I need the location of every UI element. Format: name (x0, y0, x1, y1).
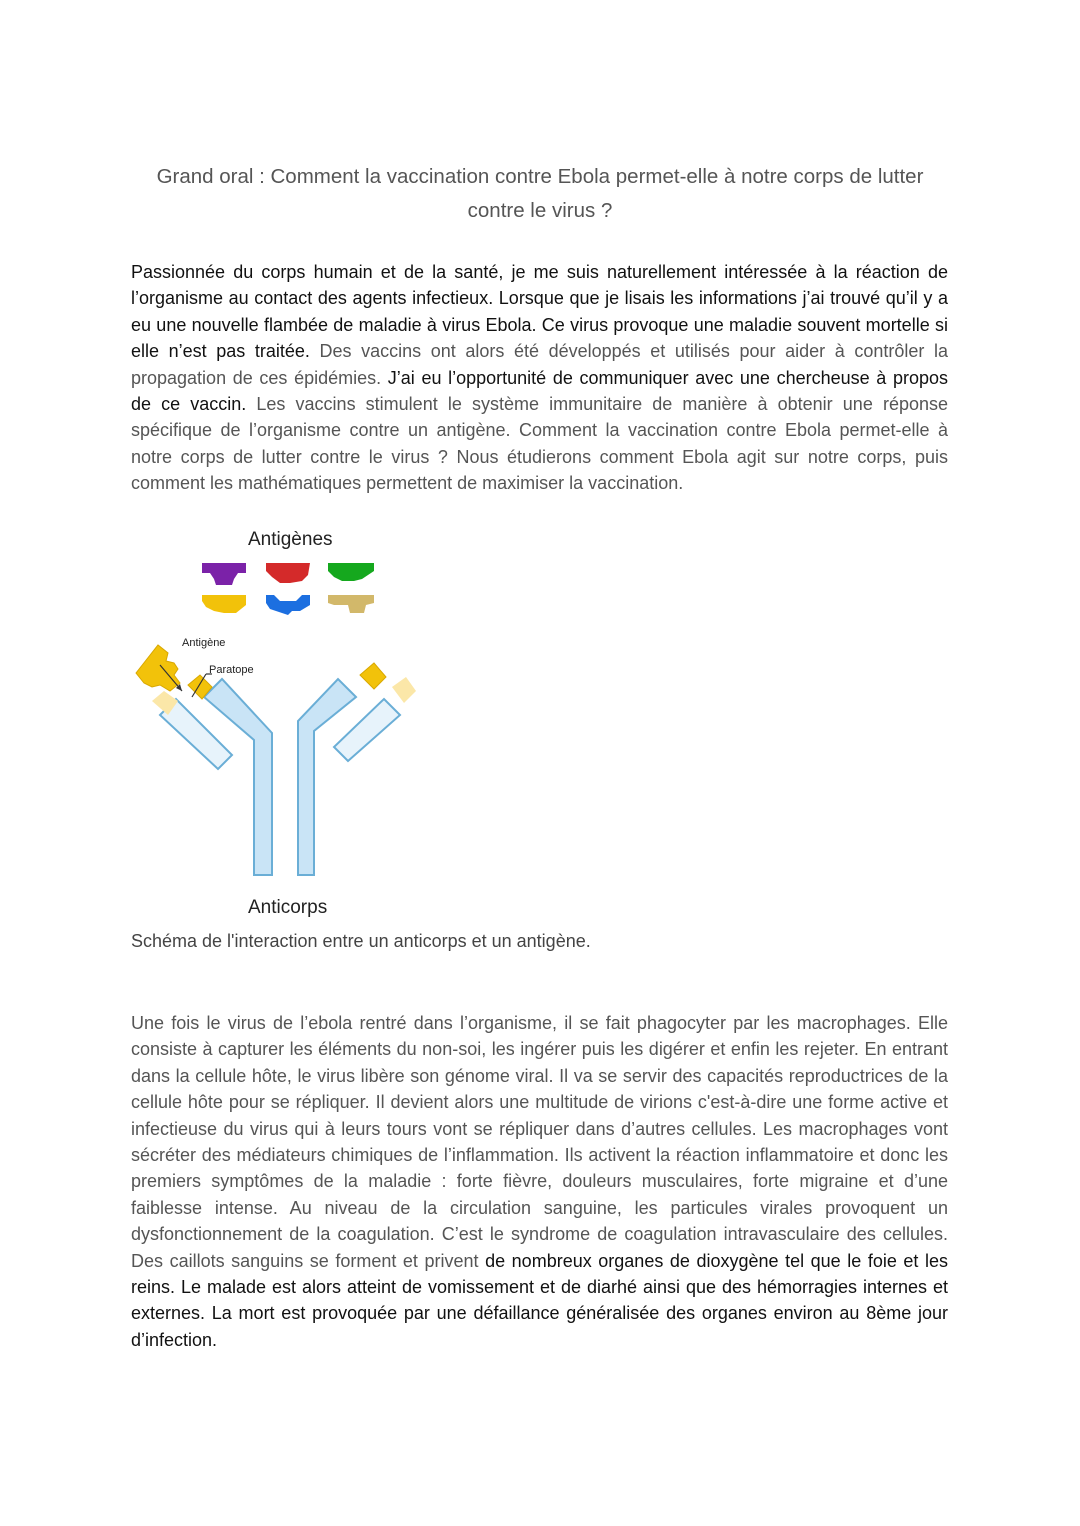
figure-caption: Schéma de l'interaction entre un anticorps et un antigène. (131, 931, 591, 951)
antigen-shape-red (266, 563, 310, 583)
body-segment: de nombreux organes de dioxygène tel que le foie et les reins. Le malade est alors atteint de vomissement et de diarhé ainsi que des hémorragies internes et externes. La mort est provoquée par une défaillance généralisée des organes environ au 8ème jour d’infection. (131, 1250, 948, 1350)
paratope-right-light (392, 677, 416, 703)
antigen-shape-green (328, 563, 374, 581)
intro-segment: Les vaccins stimulent le système immunitaire de manière à obtenir une réponse spécifique de l’organisme contre un antigène. Comment la vaccination contre Ebola permet-elle à notre corps de lutter contre le virus ? Nous étudierons comment Ebola agit sur notre corps, puis comment les mathématiques permettent de maximiser la vaccination. (131, 394, 948, 494)
antigen-shape-tan (328, 595, 374, 613)
antigene-label: Antigène (182, 637, 226, 649)
antigen-shape-yellow (202, 595, 246, 613)
body-paragraph (131, 1010, 948, 1353)
figure-svg (130, 525, 430, 925)
paratope-label: Paratope (209, 664, 254, 676)
antibody-antigen-figure (130, 525, 430, 925)
intro-segment: Passionnée du corps humain et de la santé, je me suis naturellement intéressée à la réaction de l’organisme au contact des agents infectieux. Lorsque que je lisais les informations j’ai trouvé qu’il y a eu une nouvelle flambée de maladie à virus Ebola. Ce virus provoque une maladie souvent mortelle si elle n’est pas traitée. (131, 262, 948, 362)
antigens-label: Antigènes (248, 529, 333, 550)
document-title: Grand oral : Comment la vaccination contre Ebola permet-elle à notre corps de lutter contre le virus ? (156, 165, 924, 222)
body-segment: Une fois le virus de l’ebola rentré dans l’organisme, il se fait phagocyter par les macrophages. Elle consiste à capturer les éléments du non-soi, les ingérer puis les digérer et enfin les rejeter. En entrant dans la cellule hôte, le virus libère son génome viral. Il va se servir des capacités reproductrices de la cellule hôte pour se répliquer. Il devient alors une multitude de virions c'est-à-dire une forme active et infectieuse du virus qui à leurs tours vont se répliquer dans d’autres cellules. Les macrophages vont sécréter des médiateurs chimiques de l’inflammation. Ils activent la réaction inflammatoire et donc les premiers symptômes de la maladie : forte fièvre, douleurs musculaires, forte migraine et d’une faiblesse intense. Au niveau de la circulation sanguine, les particules virales provoquent un dysfonctionnement de la coagulation. C’est le syndrome de coagulation intravasculaire des cellules. Des caillots sanguins se forment et privent (131, 1013, 948, 1271)
bound-antigen (136, 645, 180, 691)
intro-paragraph (131, 259, 948, 497)
antigen-shape-blue (266, 595, 310, 615)
paratope-right-dark (360, 663, 386, 689)
antibodies-label: Anticorps (248, 897, 328, 918)
antibody-shape (160, 679, 400, 875)
intro-segment: J’ai eu l’opportunité de communiquer avec une chercheuse à propos de ce vaccin. (131, 367, 948, 415)
intro-segment: Des vaccins ont alors été développés et utilisés pour aider à contrôler la propagation de ces épidémies. (131, 341, 948, 388)
antigen-shape-purple (202, 563, 246, 585)
